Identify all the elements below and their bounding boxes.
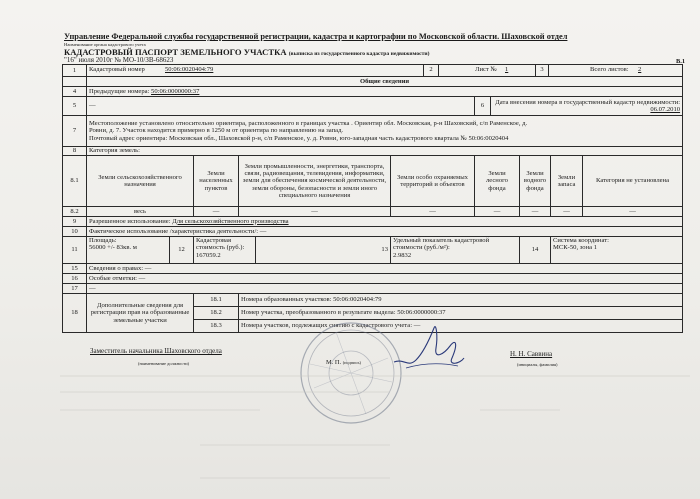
row-5-6: [63, 97, 683, 116]
previous-numbers-value: 50:06:0000000:37: [151, 87, 200, 95]
row-cadastral-number: [63, 65, 683, 77]
total-sheets-label: Всего листов:: [590, 66, 629, 73]
handwritten-signature: [386, 318, 466, 376]
coordinate-system-value: МСК-50, зона 1: [553, 244, 598, 252]
category-col-protected: Земли особо охраняемых территорий и объектов: [391, 156, 475, 207]
location-line-2: Ровни, д. 7. Участок находится примерно в 1250 м от ориентира по направлению на запад.: [89, 127, 344, 135]
category-col-settlements: Земли населенных пунктов: [194, 156, 239, 207]
specific-cost-label: Удельный показатель кадастровой стоимости (руб./м²):: [393, 237, 490, 252]
cadastral-number-label: Кадастровый номер: [89, 66, 145, 73]
row-17: [63, 284, 683, 294]
location-line-1: Местоположение установлено относительно ориентира, расположенного в границах участка . Ориентир обл. Московская, р-н Шаховский, с/п Раменское, д.: [89, 119, 528, 127]
category-col-reserve: Земли запаса: [551, 156, 583, 207]
cadastral-number-value: 50:06:0020404:79: [165, 66, 214, 73]
row-17-value: —: [87, 284, 683, 294]
row-num: 8: [63, 147, 87, 156]
signatory-position-caption: (наименование должности): [138, 361, 190, 366]
category-value-water: —: [520, 207, 551, 217]
total-sheets-value: 2: [638, 66, 642, 73]
row-previous-numbers: [63, 87, 683, 97]
title-text: КАДАСТРОВЫЙ ПАСПОРТ ЗЕМЕЛЬНОГО УЧАСТКА: [64, 47, 287, 57]
entry-date-label: Дата внесения номера в государственный кадастр недвижимости:: [495, 98, 681, 106]
row-num: 10: [63, 227, 87, 237]
row-num: 8.2: [63, 207, 87, 217]
additional-info-item: Номер участка, преобразованного в результате выдела: 50:06:0000000:37: [239, 307, 683, 320]
row-land-category-headers: [63, 156, 683, 207]
rights-value: —: [144, 264, 152, 272]
additional-info-item-value: —: [413, 322, 421, 330]
category-value-not-set: —: [583, 207, 683, 217]
entry-date-value: 06.07.2010: [650, 106, 681, 113]
category-value-settlements: —: [194, 207, 239, 217]
row-num: 16: [63, 274, 87, 284]
additional-info-item: Номера образованных участков: 50:06:0020404:79: [239, 294, 683, 307]
row-num: 17: [63, 284, 87, 294]
organization-name: Управление Федеральной службы государственной регистрации, кадастра и картографии по Московской области. Шаховской отдел: [64, 32, 568, 41]
land-category-label: Категория земель:: [87, 147, 683, 156]
category-col-agricultural: Земли сельскохозяйственного назначения: [87, 156, 194, 207]
document-date-number: "16" июля 2010г № МО-10/ЗВ-68623: [64, 56, 174, 64]
organization-caption: Наименование органа кадастрового учета: [64, 42, 146, 47]
signatory-name: Н. Н. Саввина: [510, 350, 553, 358]
row-num: 8.1: [63, 156, 87, 207]
signatory-position: Заместитель начальника Шаховского отдела: [90, 347, 222, 355]
area-value: 56000 +/- 83кв. м: [89, 244, 137, 252]
category-col-industry: Земли промышленности, энергетики, транспорта, связи, радиовещания, телевидения, информатики, земли для обеспечения космической деятельности, земли обороны, безопасности и земли иного специального назначения: [239, 156, 391, 207]
row-num: 15: [63, 264, 87, 274]
previous-numbers-label: Предыдущие номера:: [89, 87, 150, 95]
area-label: Площадь:: [89, 237, 117, 244]
actual-use-value: —: [259, 227, 267, 235]
row-num: 14: [520, 237, 551, 264]
row-actual-use: [63, 227, 683, 237]
stamp-place: [326, 360, 361, 366]
category-value-reserve: —: [551, 207, 583, 217]
row-5-value: —: [87, 97, 475, 116]
additional-info-label: Дополнительные сведения для регистрации прав на образованные земельные участки: [87, 294, 194, 333]
row-num: 1: [63, 65, 87, 77]
category-col-not-set: Категория не установлена: [583, 156, 683, 207]
signatory-name-caption: (инициалы, фамилия): [517, 362, 558, 367]
additional-info-item: Номера участков, подлежащих снятию с кадастрового учета:: [241, 322, 413, 330]
row-land-category-values: [63, 207, 683, 217]
row-additional-info-1: [63, 294, 683, 307]
stamp-place-label: М. П.: [326, 359, 342, 366]
box-3: 3: [535, 65, 549, 77]
rights-label: Сведения о правах:: [89, 264, 144, 272]
show-through-background: [60, 370, 690, 495]
row-num: 7: [63, 116, 87, 147]
row-land-category: [63, 147, 683, 156]
category-value-forest: —: [475, 207, 520, 217]
row-num: 6: [475, 97, 491, 116]
sheet-number: 1: [505, 66, 509, 73]
signature-caption: (подпись): [342, 360, 361, 365]
coordinate-system-label: Система координат:: [553, 237, 609, 244]
special-notes-label: Особые отметки:: [89, 274, 137, 282]
row-num: 9: [63, 217, 87, 227]
category-value-protected: —: [391, 207, 475, 217]
box-2: 2: [423, 65, 439, 77]
actual-use-label: Фактическое использование /характеристика деятельности/:: [89, 227, 259, 235]
row-num: 5: [63, 97, 87, 116]
row-rights: [63, 264, 683, 274]
cadastral-cost-value: 167059.2: [196, 251, 221, 259]
row-location: [63, 116, 683, 147]
row-general-info: [63, 77, 683, 87]
cadastral-cost-label: Кадастровая стоимость (руб.):: [196, 237, 245, 252]
category-value-industry: —: [239, 207, 391, 217]
category-col-forest: Земли лесного фонда: [475, 156, 520, 207]
sheet-label: Лист №: [475, 66, 497, 73]
category-col-water: Земли водного фонда: [520, 156, 551, 207]
title-note: (выписка из государственного кадастра недвижимости): [288, 51, 430, 57]
row-special-notes: [63, 274, 683, 284]
category-value-agricultural: весь: [87, 207, 194, 217]
row-num: 11: [63, 237, 87, 264]
cadastral-table: [62, 64, 683, 333]
form-code: В.1: [676, 58, 686, 65]
specific-cost-value: 2.9832: [393, 251, 412, 259]
row-num: 18.3: [194, 320, 239, 333]
special-notes-value: —: [138, 274, 146, 282]
permitted-use-label: Разрешенное использование:: [89, 217, 171, 225]
row-permitted-use: [63, 217, 683, 227]
row-num: 12: [170, 237, 194, 264]
permitted-use-value: Для сельскохозяйственного производства: [172, 217, 289, 225]
row-area-cost: [63, 237, 683, 264]
location-line-3: Почтовый адрес ориентира: Московская обл., Шаховской р-н, с/п Раменское, у. д. Ровни, юго-западная часть кадастрового квартала № 50:06:0020404: [89, 134, 509, 142]
general-info-heading: Общие сведения: [87, 77, 683, 87]
row-num: 18.2: [194, 307, 239, 320]
row-num: 18: [63, 294, 87, 333]
row-num: 18.1: [194, 294, 239, 307]
row-num: 4: [63, 87, 87, 97]
row-num: 13: [256, 237, 391, 264]
